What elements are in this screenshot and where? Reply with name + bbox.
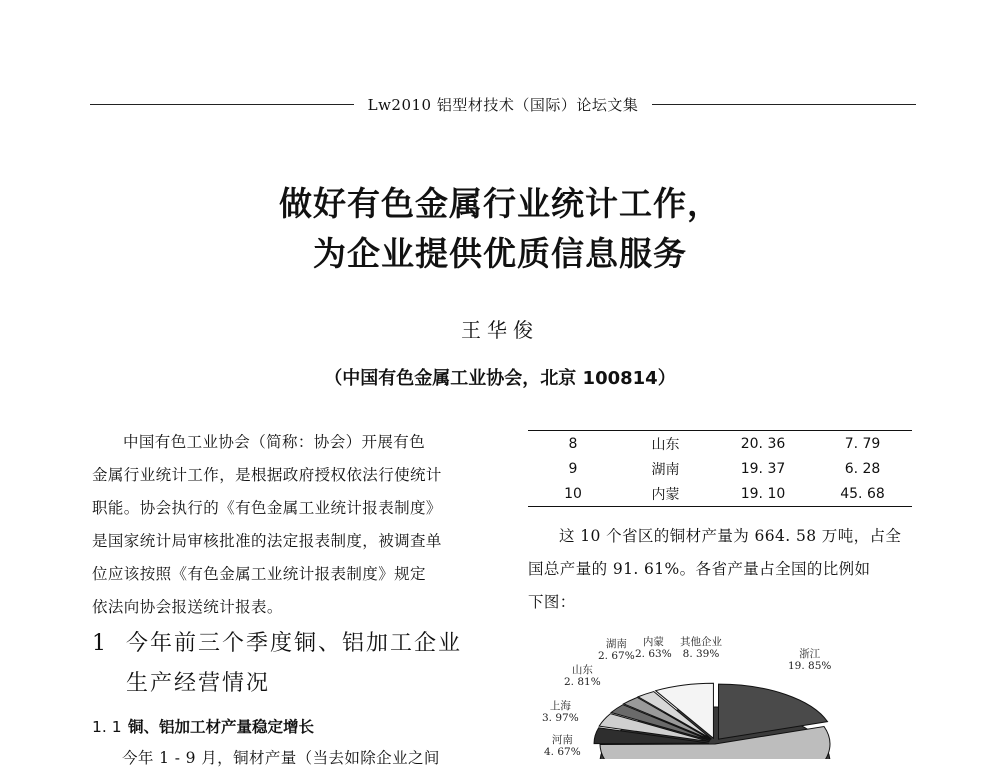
pie-label-value: 19. 85% <box>788 660 832 672</box>
running-header <box>90 92 916 116</box>
section-title-line-2: 生产经营情况 <box>126 671 271 696</box>
province-output-table <box>528 430 912 507</box>
chart-intro-paragraph <box>528 520 918 619</box>
pie-label-value: 2. 81% <box>564 676 601 688</box>
section-1-heading <box>92 624 492 704</box>
pie-label-河南 <box>544 734 581 758</box>
pie-label-name: 内蒙 <box>642 636 664 648</box>
author-affiliation: （中国有色金属工业协会，北京 100814） <box>324 368 676 389</box>
pie-label-name: 河南 <box>551 734 573 746</box>
subsection-number: 1. 1 <box>92 718 122 736</box>
subsection-title: 铜、铝加工材产量稳定增长 <box>128 718 315 736</box>
cell-rank: 10 <box>564 485 582 502</box>
chart-intro-line: 下图： <box>528 593 576 611</box>
pie-label-value: 2. 67% <box>598 650 635 662</box>
copper-share-pie-chart <box>520 614 920 759</box>
pie-label-name: 上海 <box>549 700 571 712</box>
cell-output: 19. 37 <box>740 460 786 477</box>
running-header-text: Lw2010 铝型材技术（国际）论坛文集 <box>367 95 639 114</box>
cell-province: 湖南 <box>651 461 680 478</box>
cell-growth: 45. 68 <box>840 485 885 502</box>
pie-label-name: 山东 <box>571 664 593 676</box>
cell-province: 内蒙 <box>651 486 680 503</box>
table-row <box>528 431 912 457</box>
pie-label-value: 3. 97% <box>542 712 579 724</box>
pie-label-name: 其他企业 <box>680 636 722 648</box>
pie-label-其他企业 <box>680 636 722 660</box>
paper-title-line-2: 为企业提供优质信息服务 <box>313 234 687 273</box>
subsection-1-1-heading <box>92 715 314 737</box>
pie-label-浙江 <box>788 648 831 672</box>
header-rule-left <box>90 104 354 105</box>
cell-output: 19. 10 <box>740 485 786 502</box>
intro-paragraph <box>92 426 484 624</box>
section-number: 1 <box>92 631 108 656</box>
cutoff-text-line: 今年 1 - 9 月，铜材产量（当去如除企业之间 <box>122 749 440 767</box>
table-row <box>528 456 912 481</box>
pie-label-value: 4. 67% <box>544 746 581 758</box>
pie-label-湖南 <box>598 638 635 662</box>
author-name: 王华俊 <box>461 318 539 342</box>
section-title-line-1: 今年前三个季度铜、铝加工企业 <box>126 631 463 656</box>
intro-line: 职能。协会执行的《有色金属工业统计报表制度》 <box>92 499 442 517</box>
cell-rank: 9 <box>568 460 578 477</box>
cell-growth: 6. 28 <box>844 460 881 477</box>
intro-line: 位应该按照《有色金属工业统计报表制度》规定 <box>92 565 426 583</box>
paper-title-line-1: 做好有色金属行业统计工作， <box>279 184 721 223</box>
chart-intro-line: 这 10 个省区的铜材产量为 664. 58 万吨，占全 <box>559 527 902 545</box>
pie-label-name: 浙江 <box>799 648 821 660</box>
intro-line: 依法向协会报送统计报表。 <box>92 598 283 616</box>
pie-label-内蒙 <box>635 636 672 660</box>
intro-line: 金属行业统计工作，是根据政府授权依法行使统计 <box>92 466 442 484</box>
pie-label-value: 2. 63% <box>635 648 672 660</box>
cell-province: 山东 <box>651 436 680 453</box>
intro-line: 中国有色工业协会（简称：协会）开展有色 <box>123 433 426 451</box>
header-rule-right <box>652 104 916 105</box>
intro-line: 是国家统计局审核批准的法定报表制度，被调查单 <box>92 532 442 550</box>
table-row <box>528 481 912 507</box>
cell-growth: 7. 79 <box>844 435 881 452</box>
pie-label-name: 湖南 <box>605 638 627 650</box>
pie-label-上海 <box>542 700 579 724</box>
pie-label-山东 <box>564 664 601 688</box>
chart-intro-line: 国总产量的 91. 61%。各省产量占全国的比例如 <box>528 560 871 578</box>
pie-label-value: 8. 39% <box>682 648 720 660</box>
cell-rank: 8 <box>568 435 578 452</box>
cell-output: 20. 36 <box>740 435 786 452</box>
